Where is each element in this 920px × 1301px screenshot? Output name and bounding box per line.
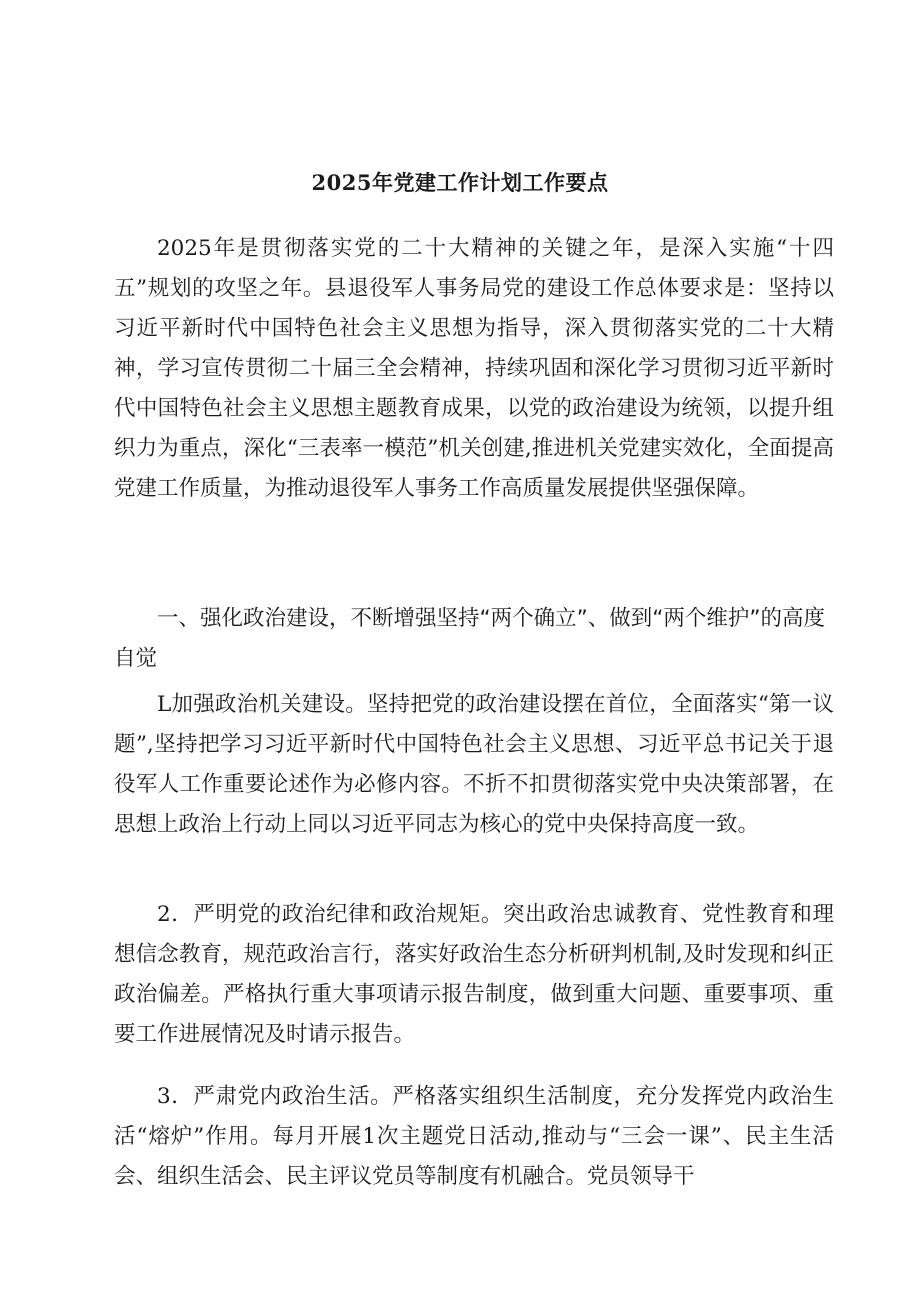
item-paragraph-1: L加强政治机关建设。坚持把党的政治建设摆在首位，全面落实“第一议题”,坚持把学习习近平新时代中国特色社会主义思想、习近平总书记关于退役军人工作重要论述作为必修内容。不折不扣贯彻落实党中央决策部署，在思想上政治上行动上同以习近平同志为核心的党中央保持高度一致。 bbox=[114, 692, 834, 837]
item-paragraph-2: 2．严明党的政治纪律和政治规矩。突出政治忠诚教育、党性教育和理想信念教育，规范政治言行，落实好政治生态分析研判机制,及时发现和纠正政治偏差。严格执行重大事项请示报告制度，做到重大问题、重要事项、重要工作进展情况及时请示报告。 bbox=[114, 902, 834, 1047]
item-paragraph-3: 3．严肃党内政治生活。严格落实组织生活制度，充分发挥党内政治生活“熔炉”作用。每月开展1次主题党日活动,推动与“三会一课”、民主生活会、组织生活会、民主评议党员等制度有机融合。党员领导干 bbox=[114, 1084, 834, 1189]
document-title: 2025年党建工作计划工作要点 bbox=[311, 170, 609, 195]
section-heading-1: 一、强化政治建设，不断增强坚持“两个确立”、做到“两个维护”的高度自觉 bbox=[114, 606, 826, 671]
intro-paragraph: 2025年是贯彻落实党的二十大精神的关键之年，是深入实施“十四五”规划的攻坚之年。县退役军人事务局党的建设工作总体要求是：坚持以习近平新时代中国特色社会主义思想为指导，深入贯彻落实党的二十大精神，学习宣传贯彻二十届三全会精神，持续巩固和深化学习贯彻习近平新时代中国特色社会主义思想主题教育成果，以党的政治建设为统领，以提升组织力为重点，深化“三表率一模范”机关创建,推进机关党建实效化，全面提高党建工作质量，为推动退役军人事务工作高质量发展提供坚强保障。 bbox=[114, 236, 834, 501]
